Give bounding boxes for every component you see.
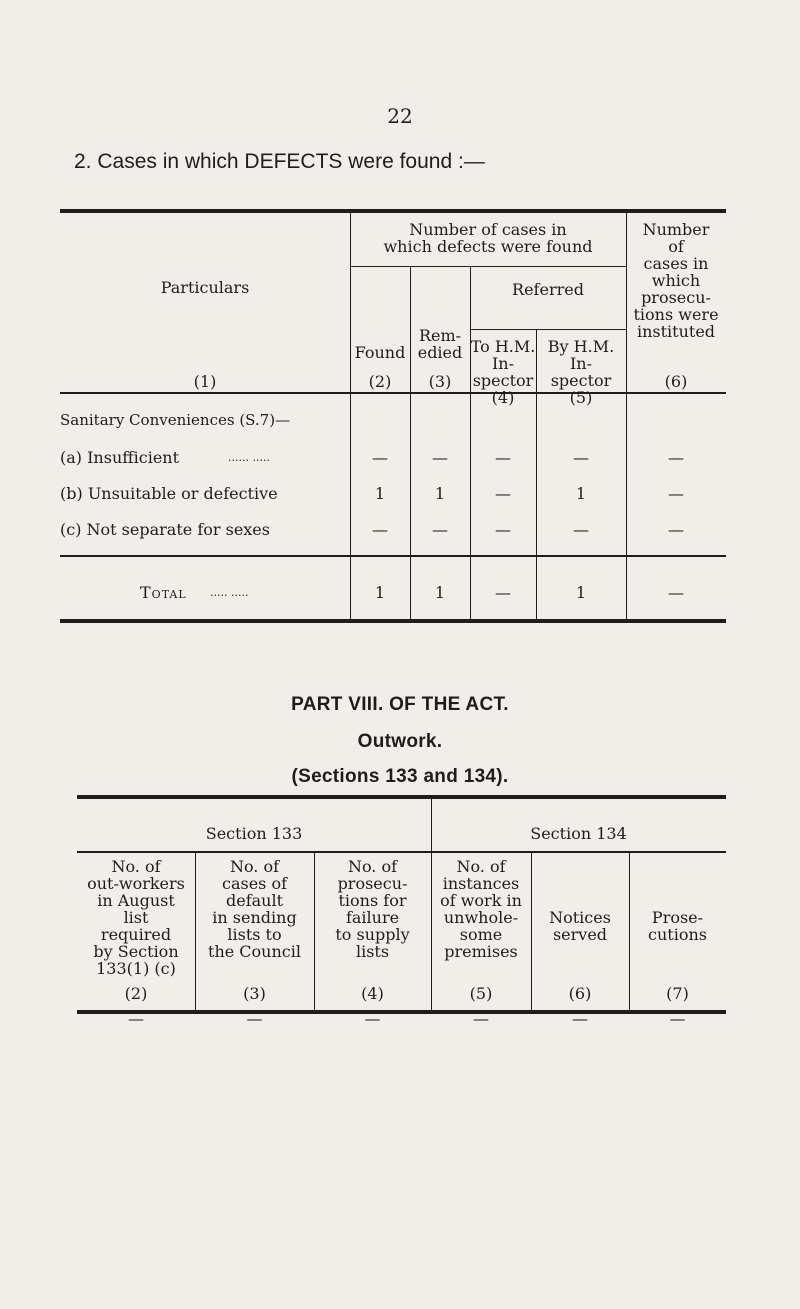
table-row (60, 520, 726, 540)
col-num: (3) (243, 984, 266, 1003)
col-found-num: (2) (368, 372, 392, 391)
cell: 1 (434, 484, 446, 503)
cell: — (495, 448, 511, 467)
part-sections: (Sections 133 and 134). (291, 766, 509, 787)
cell: 1 (434, 583, 446, 602)
col-by-hm-inspector: By H.M. In- spector (5) (547, 337, 615, 407)
col-outworkers: No. of out-workers in August list required by Section 133(1) (c) (87, 857, 185, 978)
row-label: (c) Not separate for sexes (60, 520, 270, 539)
defects-table (60, 209, 726, 623)
col-particulars-num: (1) (193, 372, 217, 391)
col-remedied: Rem- edied (417, 326, 463, 362)
row-dots: ..... ..... (210, 586, 249, 599)
group-header: Number of cases in which defects were found (383, 220, 593, 256)
col-unwholesome-premises: No. of instances of work in unwhole- some premises (440, 857, 522, 961)
cell: — (495, 484, 511, 503)
section-heading: 2. Cases in which DEFECTS were found :— (74, 150, 485, 173)
outwork-table (77, 795, 726, 1028)
table-row (60, 448, 726, 468)
cell: — (372, 520, 388, 539)
cell: — (432, 448, 448, 467)
row-label: (b) Unsuitable or defective (60, 484, 278, 503)
cell: — (432, 520, 448, 539)
col-found: Found (354, 343, 406, 362)
section-134-header: Section 134 (530, 824, 627, 843)
col-prosecutions-num: (6) (664, 372, 688, 391)
referred-header: Referred (512, 280, 584, 299)
cell: — (372, 448, 388, 467)
section-133-header: Section 133 (205, 824, 303, 843)
cell: — (668, 583, 684, 602)
table-row (60, 484, 726, 504)
cell: — (495, 520, 511, 539)
cell: — (573, 448, 589, 467)
cell: — (668, 520, 684, 539)
cell: — (668, 448, 684, 467)
col-prosecutions-failure: No. of prosecu- tions for failure to supply lists (335, 857, 410, 961)
col-num: (6) (568, 984, 592, 1003)
col-notices-served: Notices served (549, 908, 611, 944)
col-num: (5) (469, 984, 493, 1003)
part-title: PART VIII. OF THE ACT. (291, 694, 509, 715)
cell: — (364, 1009, 381, 1028)
cell: 1 (575, 583, 587, 602)
cell: — (246, 1009, 263, 1028)
cell: — (495, 583, 511, 602)
cell: 1 (374, 484, 386, 503)
col-num: (7) (666, 984, 689, 1003)
cell: — (669, 1009, 686, 1028)
col-num: (2) (124, 984, 148, 1003)
total-label: Total (140, 583, 187, 602)
cell: — (668, 484, 684, 503)
row-label: (a) Insufficient (60, 448, 180, 467)
page-number: 22 (387, 104, 413, 128)
cell: — (573, 520, 589, 539)
col-prosecutions: Prose- cutions (648, 908, 707, 944)
col-remedied-num: (3) (428, 372, 452, 391)
cell: — (128, 1009, 144, 1028)
col-to-hm-inspector: To H.M. In- spector (4) (470, 337, 536, 407)
cell: — (572, 1009, 588, 1028)
cell: 1 (374, 583, 386, 602)
section-label: Sanitary Conveniences (S.7)— (60, 411, 291, 429)
cell: 1 (575, 484, 587, 503)
col-default-cases: No. of cases of default in sending lists to the Council (208, 857, 301, 961)
part-subtitle: Outwork. (357, 731, 443, 752)
row-dots: ...... ..... (228, 451, 270, 464)
cell: — (473, 1009, 489, 1028)
col-prosecutions: Number of cases in which prosecu- tions were instituted (633, 220, 719, 341)
total-row (60, 583, 726, 603)
col-particulars: Particulars (160, 278, 250, 297)
col-num: (4) (361, 984, 384, 1003)
